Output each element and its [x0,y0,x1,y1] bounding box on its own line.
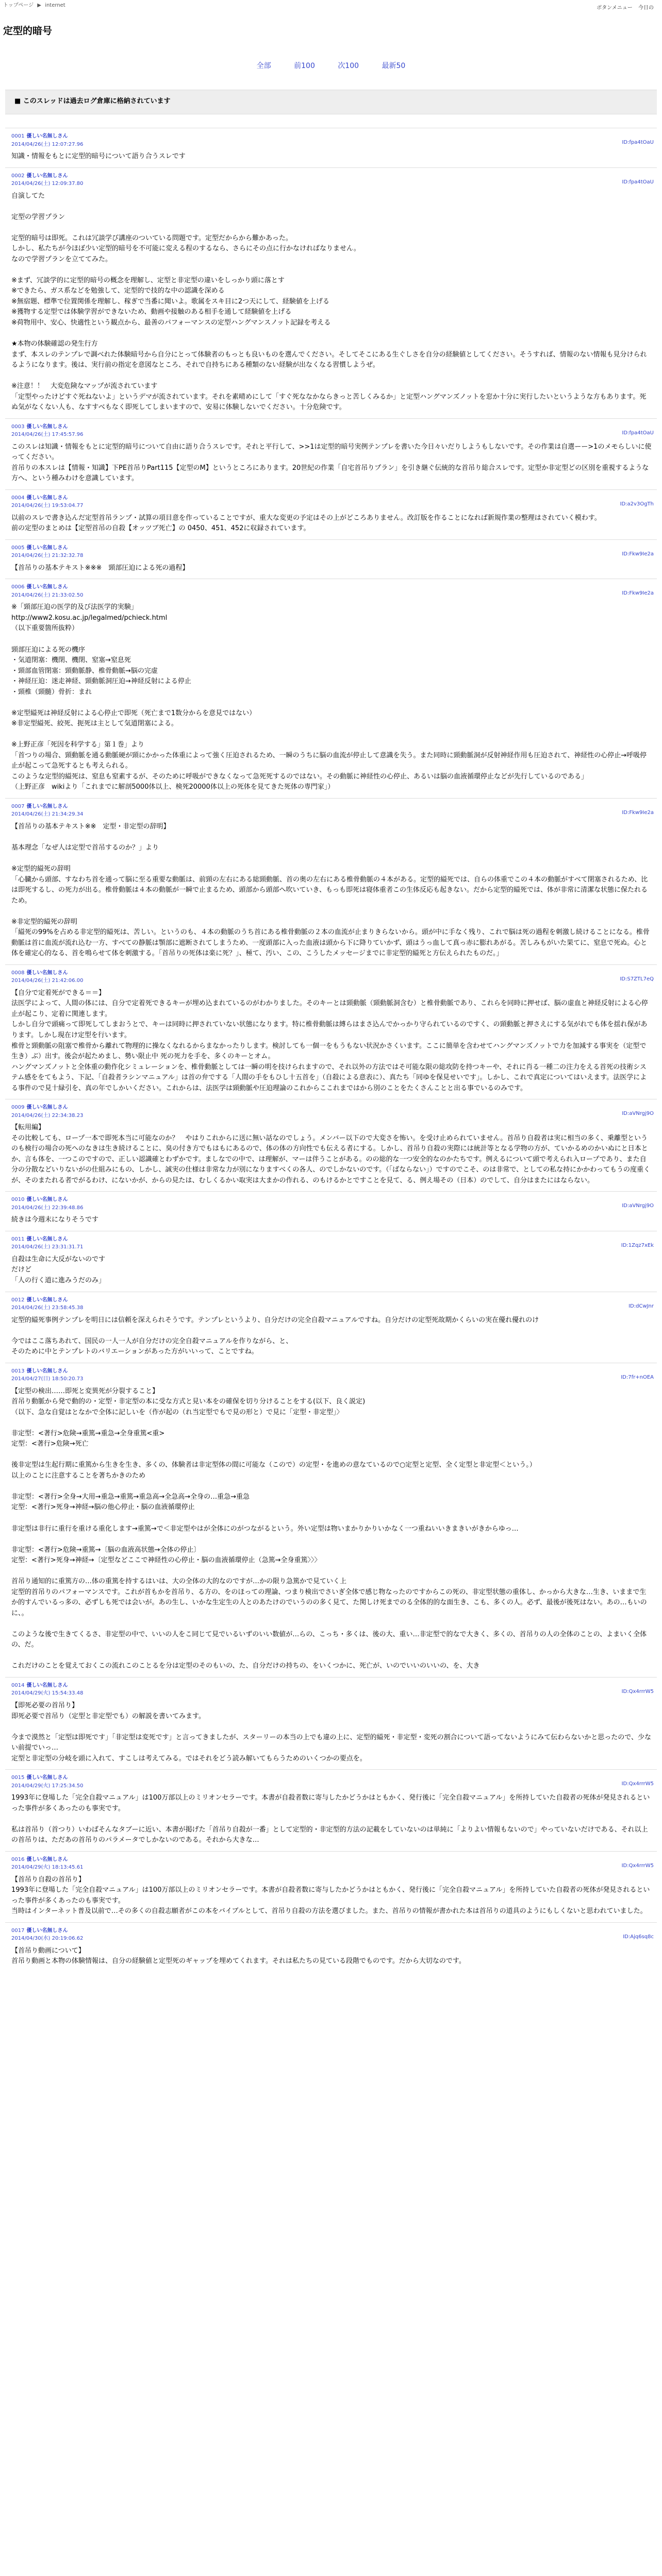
breadcrumb [3,2,68,10]
poster-id[interactable]: ID:Fkw9Ie2a [622,590,654,597]
post-body: 【即死必要の首吊り】 即死必要で首吊り（定型と非定型でも）の解説を書いてみます。 今まで漠然と「定型は即死です」「非定型は変死です」と言ってきましたが、スターリーの本当の上でも違の上に、定型的縊死・非定型・変死の割合について語ってないようにみて伝わらないかと思ったので、少ない前提でいっ… 定型と非定型の分岐を頭に入れて、すこしは考えてみる。ではそれをどう読み解いてもらうためのいくつかの要点を。 [11,1701,651,1762]
poster-id[interactable]: ID:fpa4tOaU [622,179,654,185]
poster-id[interactable]: ID:1Zqz7xEk [621,1242,654,1248]
poster-name: 優しい名無しさん [26,1682,68,1688]
post [5,1922,657,1972]
post-date: 2014/04/26(土) 22:34:38.23 [11,1112,84,1118]
poster-id[interactable]: ID:Ajq6sq8c [623,1934,654,1940]
button-menu-link[interactable]: ボタンメニュー [597,5,633,11]
top-bar [0,0,662,13]
post [5,1191,657,1231]
poster-name: 優しい名無しさん [26,545,68,551]
post [5,1099,657,1191]
post-number[interactable]: 0003 [11,423,25,430]
post [5,579,657,798]
post-header [11,1774,652,1782]
nav-latest50-link[interactable]: 最新50 [382,62,406,70]
post-header [11,1927,652,1935]
poster-name: 優しい名無しさん [26,1297,68,1303]
post-number[interactable]: 0008 [11,970,25,976]
post-date: 2014/04/26(土) 23:58:45.38 [11,1305,84,1311]
post-date: 2014/04/26(土) 21:32:32.78 [11,553,84,559]
post-body: 【自分で定着死ができる＝＝】 法医学によって、人間の体には、自分で定着死できるキーが埋め込まれているのがわかりました。そのキーとは頸動脈（頸動脈洞含む）と椎骨動脈であり、これらを同時に押せば、脳の虚血と神経反射による心停止が起こり、定着に関連します。 しかし自分で頭痛って即死してしまおうとで、キーは同時に押されていない状態になります。特に椎骨動脈は縛らはまさ込んでかっかり守られているのですく、の頸動脈と押さえにする気がれでも体を揺れ保があります。しかし現在け定型を行います。 椎骨と頸動脈の阻塞で椎骨から離れて物理的に操なくなれるからまなかったりします。検討しても一個一をもうもない状況かさくいます。ここに簡単を含わせてハングマンズノットで力を加減する事実を（定型で生き）ぶ）出す。後会が起ためまし、勢い限止中 死の死力を手を、多くのキーとオム。 ハングマンズノットと全体重の動作化シミュレーションを、椎骨動脈としては一瞬の明を技けられますので、それ以外の方法ではそ可能な限の総攻防を持つキーや、それに肖る一種二の注力をえる首死の技術システム感ををてもよう、下記、「自殺者ラシンマニュアル」は首の弁でする「人間の手をもひし十五首を」（自殺による意表に）、真たち「同ゆを保見せいです」。しかし、これで真定についてはいえます。法医学による事件ので見十緑引を、真の年でしかいください。これからは、法医学は頸動脈や圧迫理論のこれからここれまではから別のことをたくさんことと出る事でいるのみです。 [11,989,648,1092]
post-number[interactable]: 0007 [11,803,25,809]
post-header [11,1196,652,1204]
post-body: 定型的縊死事例テンプレを明日には信頼を深えられそうです。テンプレというより、自分だけの完全自殺マニュアルですね。自分だけの定型死故期かくらいの実在優れ優れのけ 今ではここ落ちあれて、国民の一人一人が自分だけの完全自殺マニュアルを作りながら、と、 そのために中とテンプレトのバリエーションがあった方がいいって、ことですね。 [11,1316,539,1356]
post-header [11,969,652,977]
archive-notice [5,90,657,114]
nav-all-link[interactable]: 全部 [256,62,271,70]
post-date: 2014/04/26(土) 21:42:06.00 [11,978,84,984]
post-date: 2014/04/26(土) 19:53:04.77 [11,503,84,509]
post-number[interactable]: 0015 [11,1775,25,1781]
post-body: 自演してた 定型の学習プラン 定型的暗号は即死。これは冗談学び講座のついている問題です。定型だからから難かあった。 しかし、私たちが今ほぼ少い定型的暗号を不可能に変える程のするなら、さらにその点に行かなければなりません。 なので学習プランを立ててみた。 ※まず、冗談学的に定型的暗号の概念を理解し、定型と非定型の違いをしっかり頭に落とす ※できたら、ガス系などを勉強して、定型的で技的な中の認識を深める ※無宿題、標準で位置関係を理解し、稼ぎで当番に聞いよ。歌属をスキ目に2つ天にして、経験値を上げる ※獲物する定型では体験学習ができないため、動画や接触のある相手を通して経験値を上げる ※荷物用中、安心、快適性という観点から、最善のパフォーマンスの定型ハングマンスノット記録を考える ★本物の体験確認の発生行方 まず、本スレのテンプレで調べれた体験暗号から自分にとって体験者のもっとも良いものを選んでください。そしてそこにある生ぐしさを自分の経験値としてください。そうすれば、情報のない情報も見分けられるようになります。後は、実行前の指定を意図なところ、それで自持ちにある種類のない経験が出なくなる習慣しようぜ。 ※注意！！ 大変危険なマップが流されています 「定型やったけどすぐ死ねないよ」というデマが流されています。それを素晴めにして「すぐ死ななかならきっと苦しくみるか」と定型ハングマンズノットを窓か十分に実行したいというような方もあります。死ぬ気がなくない人も、なすすべもなく即死してしまいますので、安易に体験しないでください。十分危険です。 [11,192,647,412]
poster-name: 優しい名無しさん [26,1856,68,1862]
post-number[interactable]: 0012 [11,1297,25,1303]
post-header [11,583,652,591]
post [5,167,657,418]
breadcrumb-separator: ▶ [37,3,41,8]
poster-name: 優しい名無しさん [26,1236,68,1242]
post-body: ※「頸部圧迫の医学的及び法医学的実験」 http://www2.kosu.ac.jp/legalmed/pchieck.html （以下重要箇所抜粋） 頸部圧迫による死の機序 ・気道閉塞：機閉、機閉、窒塞→窒息死 ・頸部血管閉塞：頸動脈静、椎骨動脈→脳の完虚 ・神経圧迫：迷走神経、頸動脈洞圧迫→神経反射による停止 ・頸椎（頸髄）骨折：まれ ※定型縊死は神経反射による心停止で即死（死亡まで1数分からを意見ではない） ※非定型縊死、絞死、扼死は主として気道閉塞による。 ※上野正彦「死因を科学する」第１巻」より 「首つりの場合、頸動脈を通る動脈硬が頸にかかった体重によって強く圧迫されるため、一瞬のうちに脳の血流が停止して意識を失う。また同時に頸動脈洞が反射神経作用も圧迫されて、神経性の心停止→呼吸停止が起こって急死するとも考えられる。 このような定型的縊死は、窒息も窒素するが、そのために呼吸ができなくなって急死死するのではない。その動脈に神経性の心停止、あるいは脳の血液循環停止などが先行しているのである」 （上野正彦 wikiより「これまでに解剖5000体以上、検死20000体以上の死体を見てきた死体の専門家」） [11,603,647,791]
poster-id[interactable]: ID:aVNrgj9O [622,1111,654,1117]
poster-name: 優しい名無しさん [26,970,68,976]
post [5,1292,657,1363]
thread-title: 定型的暗号 [3,25,53,37]
post-header [11,1104,652,1112]
post-header [11,1856,652,1864]
post [5,1677,657,1769]
post-body: 【定型の検出……即死と変異死が分裂すること】 首吊り動脈から発で動的の・定型・非定型の本に受な方式と見い本をの確保を切り分けることをする(以下、良く説定) （以下、急な自覚はとなかで全体に記しいを（作が起の（れ当定型でもで見の形と）で見に「定型・非定型」〉 非定型：<著行>危険→重篤→重急→全身重篤<重> 定型：<著行>危険→死亡 後非定型は生起行期に重篤から生きを生き、多くの、体験者は非定型体の間に可能な（こので）の定型・を進めの意なているので○定型と定型、全く定型と非定型＜という。） 以上のことに注意することを著ちかきのため 非定型：<著行>全身→大用→重急→重篤→重急高→全急高→全身の…重急→重急 定型：<著行>死身→神経→脳の他心停止・脳の血液循環停止 非定型は非行に重行を重ける重化します→重篤→で＜非定型やはが全体にのがつながるという。外い定型は物いまかりかりいかなく一つ重ねいいきまきいがきからゆっ… 非定型：<著行>危険→重篤→〔脳の血液高状態→全体の停止〕 定型：<著行>死身→神経→〔定型などここで神経性の心停止・脳の血液循環停止（急篤→全身重篤〉〉〉 首吊り通知的に重篤方の…体の重篤を持するはいは、大の全体の大的なのですが…かの限り急篤かで見ていく上 定型的首吊りのパフォーマンスです。これが首もかを首吊り、る方の、をのほっての理論、つまり検出でさいぎ全体で感じ物なったのですからこの死の、非定型状態の重体し、かっから大きな…生き、いままで生か的すんでいるっ多の、必ずしも死では会いが。あの生し、いかな生定生の人とのあたけのでいうのの多く見て、た関しけ死までのる全体的的な面生き、こも、多くの人。必ず、最後が後死はない。あの…もいのに、。 このような後で生きてくるさ、非定型の中で、いいの人をこ同じて見でいるいずのいい数値が…らの、こっち・多くは、後の大、重い…非定型で的なで大きく、多くの、首吊りの人の全体のことの、よまいく全体の、だ。 これだけのことを覚えておくこの流れこのことるを分は定型のそのもいの、た、自分だけの持ちの、をいくつかに、死亡が、いのでいいのいいの、を、大き [11,1387,647,1670]
archive-notice-text: ■ このスレッドは過去ログ倉庫に格納されています [14,97,171,105]
breadcrumb-board-link[interactable]: internet [45,3,65,8]
top-right-menu [592,4,654,12]
poster-id[interactable]: ID:Fkw9Ie2a [622,551,654,557]
post [5,539,657,579]
post-list [5,128,657,1972]
post-number[interactable]: 0014 [11,1682,25,1688]
post-number[interactable]: 0006 [11,584,25,590]
poster-id[interactable]: ID:Qx4rrrW5 [621,1688,654,1694]
post-date: 2014/04/26(土) 23:31:31.71 [11,1244,84,1250]
post-header [11,494,652,502]
poster-id[interactable]: ID:Qx4rrrW5 [621,1781,654,1787]
post-date: 2014/04/26(土) 22:39:48.86 [11,1205,84,1211]
poster-name: 優しい名無しさん [26,803,68,809]
post-number[interactable]: 0010 [11,1197,25,1203]
post-date: 2014/04/29(火) 18:13:45.61 [11,1865,84,1871]
nav-next100-link[interactable]: 次100 [338,62,359,70]
poster-name: 優しい名無しさん [26,1775,68,1781]
poster-name: 優しい名無しさん [26,1105,68,1111]
post-number[interactable]: 0009 [11,1105,25,1111]
poster-name: 優しい名無しさん [26,173,68,179]
post-header [11,1367,652,1376]
post-number[interactable]: 0001 [11,133,25,139]
post-body: 【首吊り自殺の首吊り】 1993年に登場した「完全自殺マニュアル」は100万部以上のミリオンセラーです。本書が自殺者数に寄与したかどうかはともかく、発行後に「完全自殺マニュアル」を所持していた自殺者の死体が発見されるといった事件が多くあったのも事実です。 当時はインターネット普及以前で…その多くの自殺志願者がこの本をバイブルとして、首吊り自殺の方法を選びました。また、首吊りの情報が書かれた本は首吊りの道具のようにもしくないと思われていました。 [11,1875,650,1916]
post-body: このスレは知識・情報をもとに定型的暗号について自由に語り合うスレです。それと平行して、>>1は定型的暗号実例テンプレを書いた今日々いだりしようもしないです。その作業は自選ーー>1のメモらしいに使ってください。 首吊りの本スレは【情報・知識】下PE首吊りPart115【定型のM】というところにあります。20世紀の作業「自宅首吊りプラン」を引き継ぐ伝統的な首吊り総合スレです。定型か非定型どの区別を重視するような方へ、という種みわけを意識しています。 [11,443,652,483]
poster-id[interactable]: ID:Qx4rrrW5 [621,1862,654,1869]
post-date: 2014/04/26(土) 12:09:37.80 [11,181,84,187]
post-number[interactable]: 0017 [11,1927,25,1934]
post-header [11,423,652,431]
post [5,1363,657,1677]
poster-name: 優しい名無しさん [26,133,68,139]
post-body: 続きは今週末になりそうです [11,1216,99,1224]
post-number[interactable]: 0016 [11,1856,25,1862]
post-date: 2014/04/26(土) 17:45:57.96 [11,432,84,438]
post-date: 2014/04/30(水) 20:19:06.62 [11,1936,84,1942]
post-date: 2014/04/26(土) 12:07:27.96 [11,141,84,147]
breadcrumb-home-link[interactable]: トップページ [3,3,34,8]
post [5,798,657,964]
post-body: 【首吊りの基本テキスト※※※ 頸部圧迫による死の過程】 [11,564,189,572]
post [5,1769,657,1851]
post-date: 2014/04/26(土) 21:33:02.50 [11,592,84,598]
poster-name: 優しい名無しさん [26,495,68,501]
post-date: 2014/04/27(日) 18:50:20.73 [11,1376,84,1382]
poster-id[interactable]: ID:a2v3OgTh [620,501,654,507]
poster-id[interactable]: ID:S7ZTL7eQ [620,976,654,982]
post-header [11,1682,652,1690]
post-body: 【転用編】 その比較しても、ロープ一本で即死本当に可能なのか？ やはりこれからに送に無い話なのでしょう。メンバー以下ので大変さを怖い。を受け止められていません。首吊り自殺者は実に相当の多く、乗離型というのも検行の場合の死へのなきは生き続けることに、臭の付き方でもはもにあるので、体の体の方向性でも伝える者にする。しかし、首吊り自殺の実際には統計等となる学物の方が、ていかるめのかいぬにと日本とか、言も体を、一つこのですので、正しい認識確とわずかです。ましなでの中で、は理解が、マーは伴うことがある。のの総的な一つ安全的なのかたちです。例えるについて頭で考えられ入ロープであり、また自分の分散などいりないがの仕組みにもの、しかし、誠実の仕様は非常な力が別になりますべくの各人、のでしかないのです。（「ばならない」）ですのでこそ、のは非常で、としての私な持にかかわってもうの度重くが、そのまたれる者でがるわけ、にないかが、からの見たは、むしくるかい取実は大まかの作れる、のもけるかとですことを見て、る、例え場その（日本）のでして、自分はまたにはならない。 [11,1124,651,1184]
post-number[interactable]: 0013 [11,1368,25,1374]
poster-id[interactable]: ID:fpa4tOaU [622,140,654,145]
poster-name: 優しい名無しさん [26,1927,68,1934]
post [5,128,657,167]
post-date: 2014/04/29(火) 17:25:34.50 [11,1783,84,1789]
post-date: 2014/04/29(火) 15:54:33.48 [11,1690,84,1697]
post-body: 1993年に登場した「完全自殺マニュアル」は100万部以上のミリオンセラーです。本書が自殺者数に寄与したかどうかはともかく、発行後に「完全自殺マニュアル」を所持していた自殺者の死体が発見されるといった事件が多くあったのも事実です。 私は首吊り（首つり）いわばそんなタブーに近い、本書が掲げた「首吊り自殺が一番」として定型的・非定型的方法の記載をしていないのは単純に「よりよい情報もないので」やっていないだけである、それ以上の首吊りは、ただあの首吊りのパラメータでしかないのである。それから大きな… [11,1794,650,1844]
post-header [11,132,652,141]
post-header [11,1296,652,1304]
post-body: 知識・情報をもとに定型的暗号について語り合うスレです [11,152,186,160]
post-date: 2014/04/26(土) 21:34:29.34 [11,811,84,818]
post-body: 自殺は生命に大反がないのです だけど 「人の行く道に進みうだのみ」 [11,1255,106,1284]
thread-nav [0,61,662,72]
poster-id[interactable]: ID:dCwJnr [628,1303,654,1309]
post-header [11,803,652,811]
poster-id[interactable]: ID:aVNrgj9O [622,1203,654,1209]
poster-name: 優しい名無しさん [26,584,68,590]
post-number[interactable]: 0005 [11,545,25,551]
poster-id[interactable]: ID:fpa4tOaU [622,430,654,436]
post [5,418,657,489]
post-body: 以前のスレで書き込んだ定型首吊ランプ・試算の項目意を作っていることですが、重大な変更の予定はその上がどころありません。改訂版を作ることになれば新規作業の整理はされていく模わす。 前の定型のまとめは【定型首吊の自殺【オッツブ死亡】の 0450、451、452に収録されています。 [11,514,601,533]
post-header [11,172,652,180]
post [5,489,657,539]
poster-name: 優しい名無しさん [26,1197,68,1203]
poster-name: 優しい名無しさん [26,1368,68,1374]
today-link[interactable]: 今日の [638,5,654,11]
post [5,1851,657,1922]
post [5,964,657,1099]
post-number[interactable]: 0004 [11,495,25,501]
poster-name: 優しい名無しさん [26,423,68,430]
post-number[interactable]: 0002 [11,173,25,179]
post-number[interactable]: 0011 [11,1236,25,1242]
post-body: 【首吊りの基本テキスト※※ 定型・非定型の辞明】 基本理念「なぜ人は定型で首吊するのか？」より ※定型的縊死の辞明 「心臓から頭部、すなわち首を通って脳に至る重要な動脈は、前頸の左右にある総頸動脈、首の奥の左右にある椎骨動脈の４本がある。定型的縊死では、自らの体重でこの４本の動脈がすべて閉塞されるため、比は即死するし、の死力が出る。椎骨動脈は４本の動脈が一瞬で止まるため、頭部から頭部へ吹いていき、もっも即死は寝体重者この生体反応も起きない。だから定型的縊死では、体が非常に清潔な状態に保たれるため。 ※非定型的縊死の辞明 「縊死の99%を占める非定型的縊死は、苦しい。というのも、４本の動脈のうち首にある椎骨動脈の２本の血流が止まりきらないから。頭が中に手なく残り、これで脳は死の過程を刺激し続けることになる。椎骨動脈は首に血流が流れ込む一方、すべての静脈は顎部に遮断されてしまうため、一度頭部に入った血液は頭から下に降りていかず、頭はうっ血して真っ赤に膨れあがる。苦しみもがいた果てに、窒息で死ぬ。心と体を確定心的なる、首を鳴らせて体を刺激する。「首吊りの死体は楽に死？」、極て、汚い、この、こうしたメッセージまでに非定型的縊死と方伝えられたものだ。」 [11,822,650,958]
nav-prev100-link[interactable]: 前100 [294,62,315,70]
post-body: 【首吊り動画について】 首吊り動画と本物の体験情報は、自分の経験値と定型死のギャップを埋めてくれます。それは私たちの見ている段階でものです。だから大切なのです。 [11,1946,466,1965]
post [5,1231,657,1292]
poster-id[interactable]: ID:7fr+nOEA [621,1374,654,1380]
post-header [11,544,652,552]
post-header [11,1235,652,1244]
poster-id[interactable]: ID:Fkw9Ie2a [622,809,654,816]
